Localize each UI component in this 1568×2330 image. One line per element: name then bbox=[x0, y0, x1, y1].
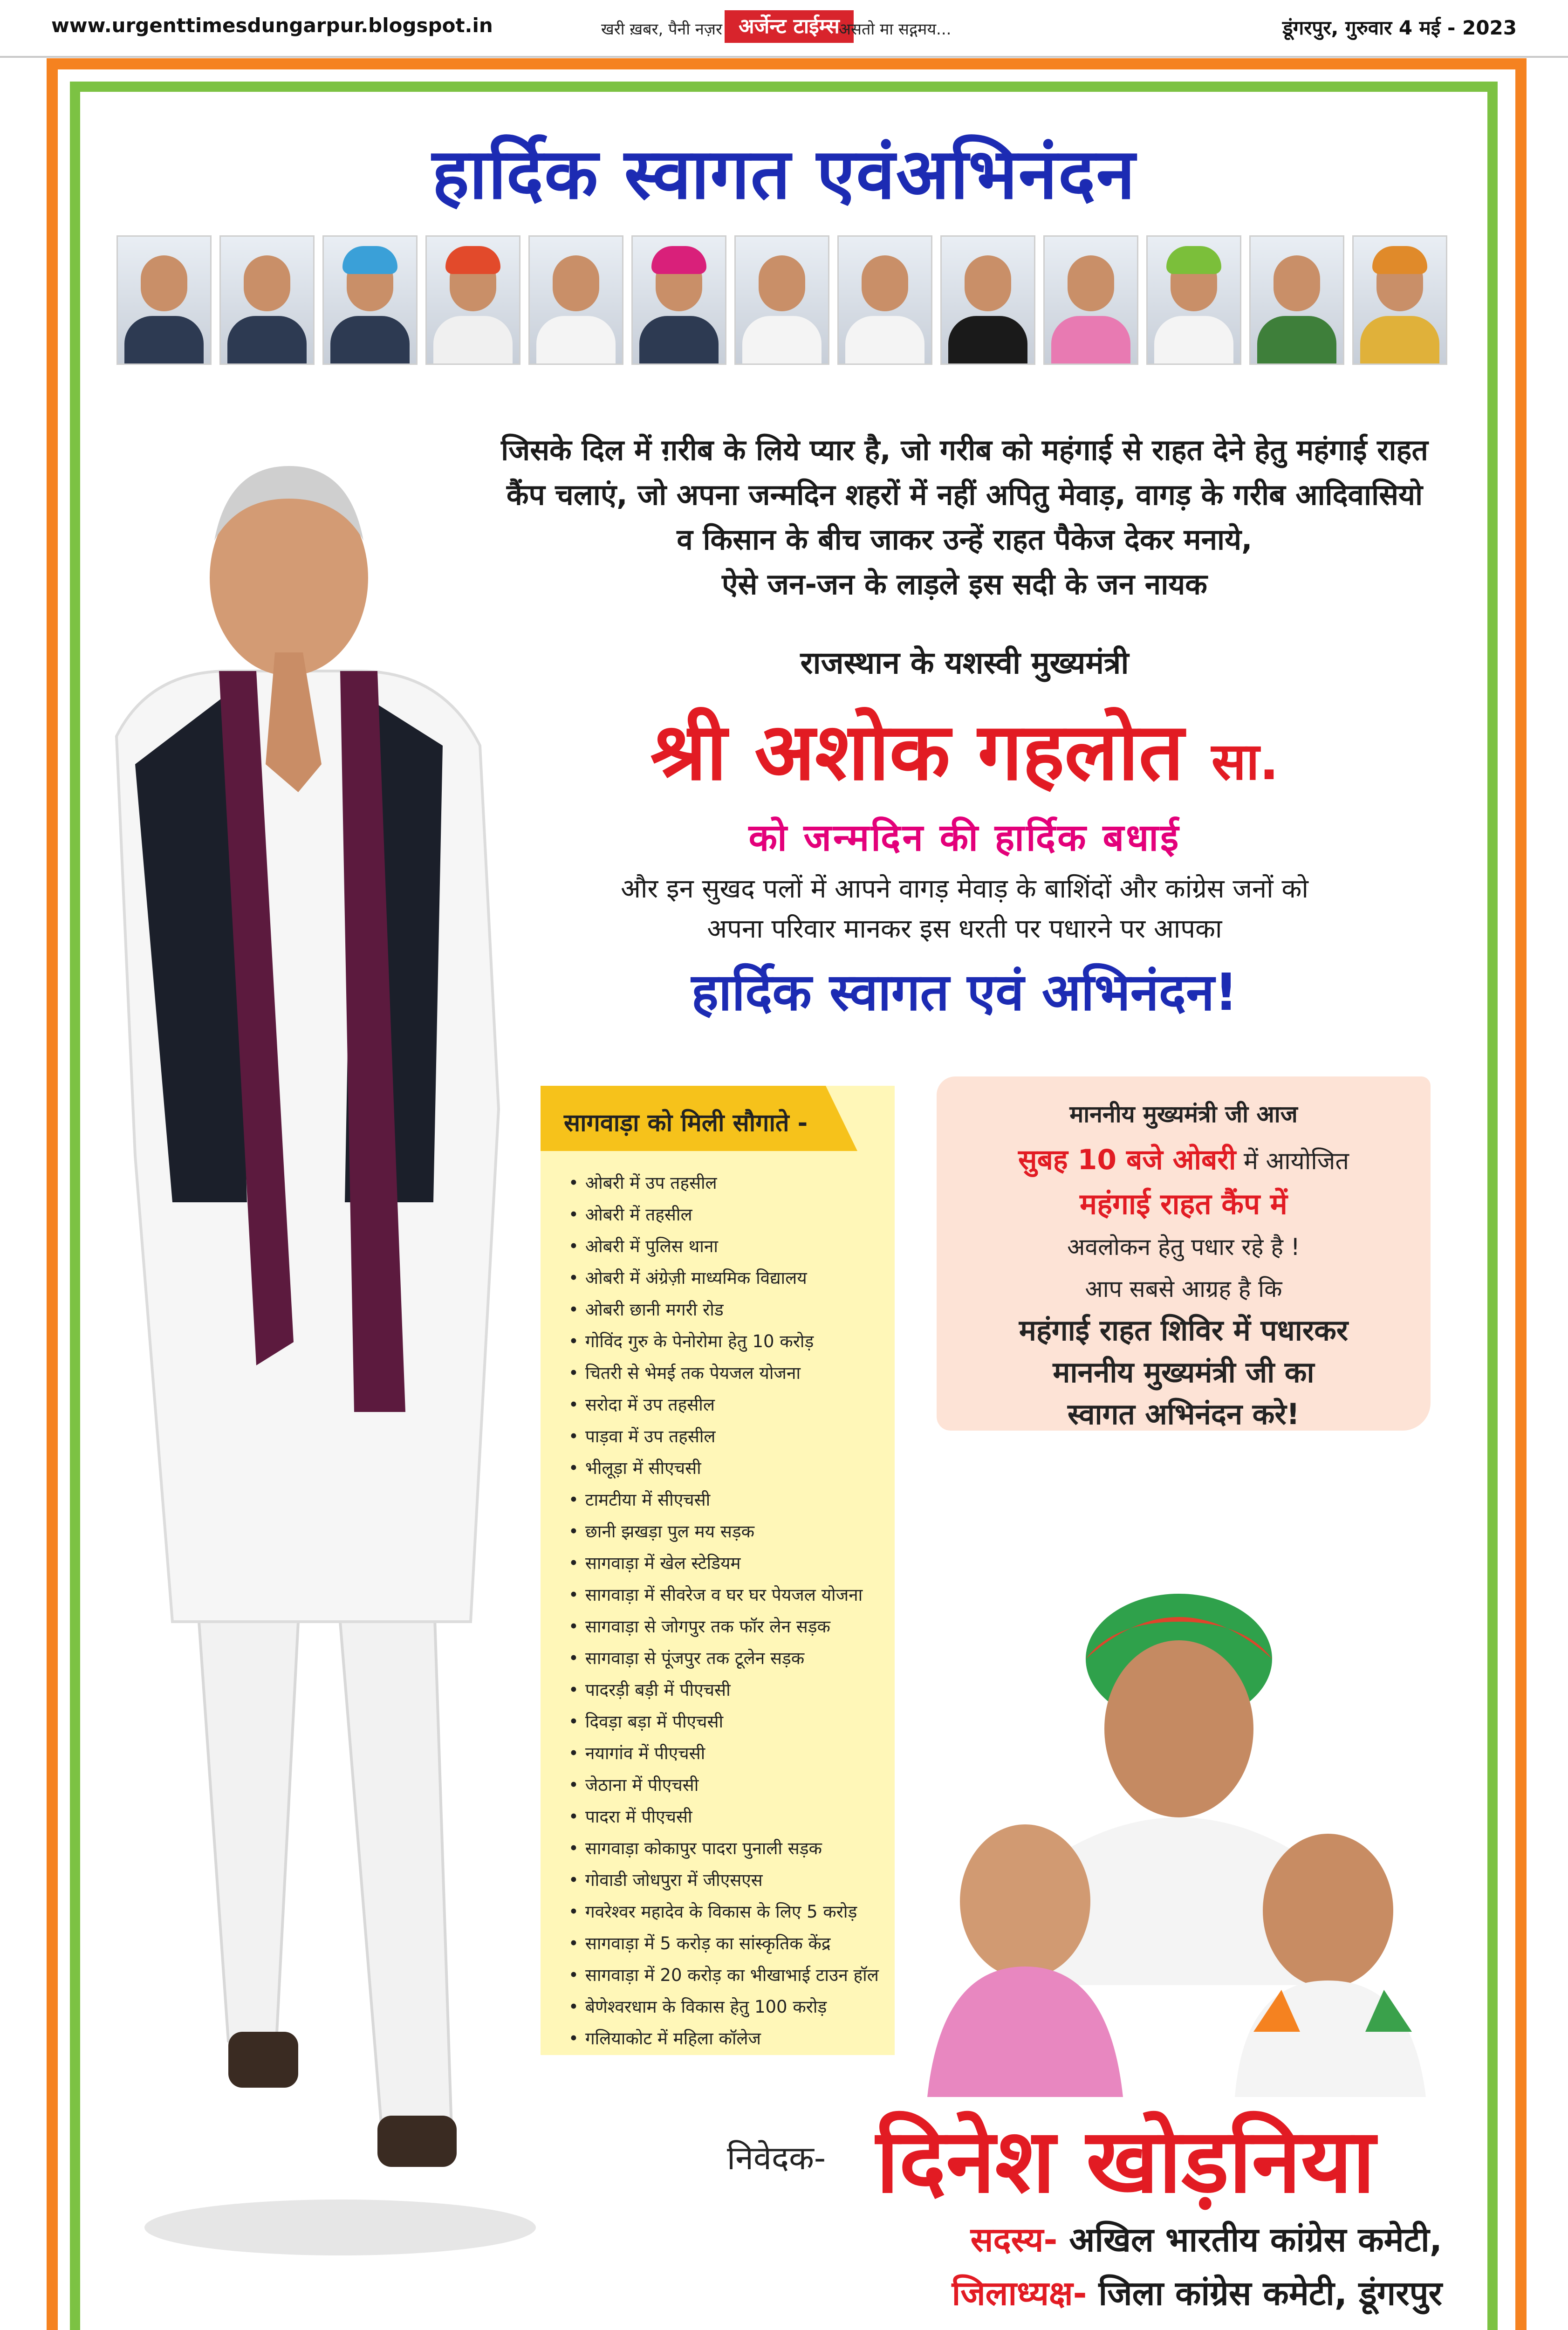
page-headline: हार्दिक स्वागत एवंअभिनंदन bbox=[432, 134, 1136, 215]
gift-item: • नयागांव में पीएचसी bbox=[568, 1738, 890, 1769]
leader-photo bbox=[528, 235, 623, 365]
camp-line: आप सबसे आग्रह है कि bbox=[1085, 1275, 1282, 1302]
masthead-date: डूंगरपुर, गुरुवार 4 मई - 2023 bbox=[1282, 16, 1517, 39]
camp-line: अवलोकन हेतु पधार रहे है ! bbox=[1067, 1234, 1300, 1261]
intro-paragraph bbox=[447, 428, 1482, 607]
gift-item: • ओबरी में तहसील bbox=[568, 1199, 890, 1231]
camp-line: माननीय मुख्यमंत्री जी का bbox=[1053, 1355, 1315, 1389]
leader-photo bbox=[425, 235, 520, 365]
portrait-icon bbox=[965, 255, 1011, 311]
leader-photo bbox=[1146, 235, 1241, 365]
camp-appeal bbox=[937, 1309, 1431, 1435]
gift-item: • सागवाड़ा से जोगपुर तक फॉर लेन सड़क bbox=[568, 1611, 890, 1643]
camp-line: स्वागत अभिनंदन करे! bbox=[1067, 1397, 1300, 1431]
cm-name bbox=[447, 694, 1482, 802]
leader-photo bbox=[1352, 235, 1447, 365]
portrait-icon bbox=[553, 255, 599, 311]
leader-photo bbox=[631, 235, 726, 365]
leader-photo-strip bbox=[116, 235, 1454, 366]
gift-item: • सागवाड़ा में सीवरेज व घर घर पेयजल योजना bbox=[568, 1579, 890, 1611]
masthead-tagline-left: खरी ख़बर, पैनी नज़र bbox=[601, 20, 722, 39]
leader-photo bbox=[1249, 235, 1344, 365]
leader-photo bbox=[1043, 235, 1138, 365]
portrait-icon bbox=[862, 255, 908, 311]
gift-item: • गवरेश्वर महादेव के विकास के लिए 5 करोड़ bbox=[568, 1896, 890, 1928]
gift-item: • दिवड़ा बड़ा में पीएचसी bbox=[568, 1706, 890, 1738]
leader-photo bbox=[940, 235, 1035, 365]
gift-item: • ओबरी में उप तहसील bbox=[568, 1167, 890, 1199]
masthead-brand: अर्जेन्ट टाईम्स bbox=[725, 10, 854, 43]
portrait-icon bbox=[759, 255, 805, 311]
nivedak-label: निवेदक- bbox=[727, 2139, 826, 2177]
gift-item: • सागवाड़ा में खेल स्टेडियम bbox=[568, 1548, 890, 1579]
gift-item: • भीलूड़ा में सीएचसी bbox=[568, 1453, 890, 1484]
gifts-panel bbox=[541, 1086, 895, 2055]
camp-line: महंगाई राहत शिविर में पधारकर bbox=[1019, 1313, 1349, 1347]
camp-time: सुबह 10 बजे ओबरी bbox=[1018, 1144, 1236, 1176]
camp-line: में आयोजित bbox=[1236, 1147, 1349, 1175]
portrait-icon bbox=[1068, 255, 1114, 311]
masthead bbox=[0, 0, 1568, 58]
leader-photo bbox=[322, 235, 418, 365]
gift-item: • पादरा में पीएचसी bbox=[568, 1801, 890, 1833]
camp-notice bbox=[937, 1076, 1431, 1431]
signer-role-1 bbox=[971, 2216, 1442, 2261]
gift-item: • टामटीया में सीएचसी bbox=[568, 1484, 890, 1516]
welcome-line: और इन सुखद पलों में आपने वागड़ मेवाड़ के बाशिंदों और कांग्रेस जनों को bbox=[621, 874, 1308, 904]
gift-item: • गोवाडी जोधपुरा में जीएसएस bbox=[568, 1864, 890, 1896]
birthday-greeting: को जन्मदिन की हार्दिक बधाई bbox=[748, 816, 1181, 859]
portrait-icon bbox=[141, 255, 187, 311]
role-text: अखिल भारतीय कांग्रेस कमेटी, bbox=[1057, 2220, 1442, 2259]
gift-item: • पादरड़ी बड़ी में पीएचसी bbox=[568, 1674, 890, 1706]
intro-line: कैंप चलाएं, जो अपना जन्मदिन शहरों में नहीं अपितु मेवाड़, वागड़ के गरीब आदिवासियो bbox=[506, 478, 1423, 512]
cm-subtitle: राजस्थान के यशस्वी मुख्यमंत्री bbox=[800, 645, 1129, 681]
gift-item: • सागवाड़ा से पूंजपुर तक टूलेन सड़क bbox=[568, 1643, 890, 1674]
portrait-icon bbox=[1274, 255, 1320, 311]
gift-item: • जेठाना में पीएचसी bbox=[568, 1769, 890, 1801]
camp-line: माननीय मुख्यमंत्री जी आज bbox=[1069, 1101, 1298, 1128]
gift-item: • छानी झखड़ा पुल मय सड़क bbox=[568, 1516, 890, 1548]
gift-item: • पाड़वा में उप तहसील bbox=[568, 1421, 890, 1453]
gift-item: • गोविंद गुरु के पेनोरोमा हेतु 10 करोड़ bbox=[568, 1326, 890, 1357]
gift-item: • बेणेश्वरधाम के विकास हेतु 100 करोड़ bbox=[568, 1991, 890, 2023]
gift-item: • ओबरी में पुलिस थाना bbox=[568, 1231, 890, 1262]
intro-line: जिसके दिल में ग़रीब के लिये प्यार है, जो गरीब को महंगाई से राहत देने हेतु महंगाई राहत bbox=[501, 433, 1428, 467]
gift-item: • सागवाड़ा में 5 करोड़ का सांस्कृतिक केंद्र bbox=[568, 1928, 890, 1960]
gift-item: • ओबरी छानी मगरी रोड bbox=[568, 1294, 890, 1326]
welcome-paragraph bbox=[447, 869, 1482, 949]
signer-name: दिनेश खोड़निया bbox=[876, 2110, 1376, 2213]
signer-role-2 bbox=[952, 2269, 1442, 2315]
gift-item: • ओबरी में अंग्रेज़ी माध्यमिक विद्यालय bbox=[568, 1262, 890, 1294]
leader-photo bbox=[837, 235, 932, 365]
gift-item: • चितरी से भेमई तक पेयजल योजना bbox=[568, 1357, 890, 1389]
welcome-line: अपना परिवार मानकर इस धरती पर पधारने पर आपका bbox=[707, 914, 1222, 944]
camp-title: महंगाई राहत कैंप में bbox=[1080, 1187, 1287, 1221]
camp-time-line bbox=[937, 1139, 1431, 1178]
gift-item: • सरोदा में उप तहसील bbox=[568, 1389, 890, 1421]
leader-photo bbox=[116, 235, 212, 365]
gifts-list bbox=[568, 1167, 890, 2055]
gift-item: • गलियाकोट में महिला कॉलेज bbox=[568, 2023, 890, 2055]
cm-name-suffix: सा. bbox=[1211, 732, 1279, 791]
role-label: जिलाध्यक्ष- bbox=[952, 2274, 1087, 2313]
chief-minister-photo bbox=[79, 410, 578, 2274]
gift-item: • सागवाड़ा कोकापुर पादरा पुनाली सड़क bbox=[568, 1833, 890, 1864]
local-leaders-photo bbox=[918, 1519, 1431, 2097]
cm-name-text: श्री अशोक गहलोत bbox=[650, 706, 1184, 798]
masthead-tagline-right: असतो मा सद्गमय... bbox=[839, 20, 952, 39]
leader-photo bbox=[734, 235, 829, 365]
role-text: जिला कांग्रेस कमेटी, डूंगरपुर bbox=[1087, 2274, 1442, 2313]
leader-photo bbox=[219, 235, 315, 365]
role-label: सदस्य- bbox=[970, 2220, 1058, 2259]
masthead-url[interactable]: www.urgenttimesdungarpur.blogspot.in bbox=[51, 14, 493, 37]
welcome-heading: हार्दिक स्वागत एवं अभिनंदन! bbox=[691, 962, 1238, 1022]
intro-line: ऐसे जन-जन के लाड़ले इस सदी के जन नायक bbox=[722, 567, 1207, 601]
intro-line: व किसान के बीच जाकर उन्हें राहत पैकेज देकर मनाये, bbox=[677, 522, 1253, 556]
gift-item: • सागवाड़ा में 20 करोड़ का भीखाभाई टाउन हॉल bbox=[568, 1960, 890, 1991]
gifts-title: सागवाड़ा को मिली सौगाते - bbox=[564, 1109, 808, 1137]
portrait-icon bbox=[244, 255, 290, 311]
